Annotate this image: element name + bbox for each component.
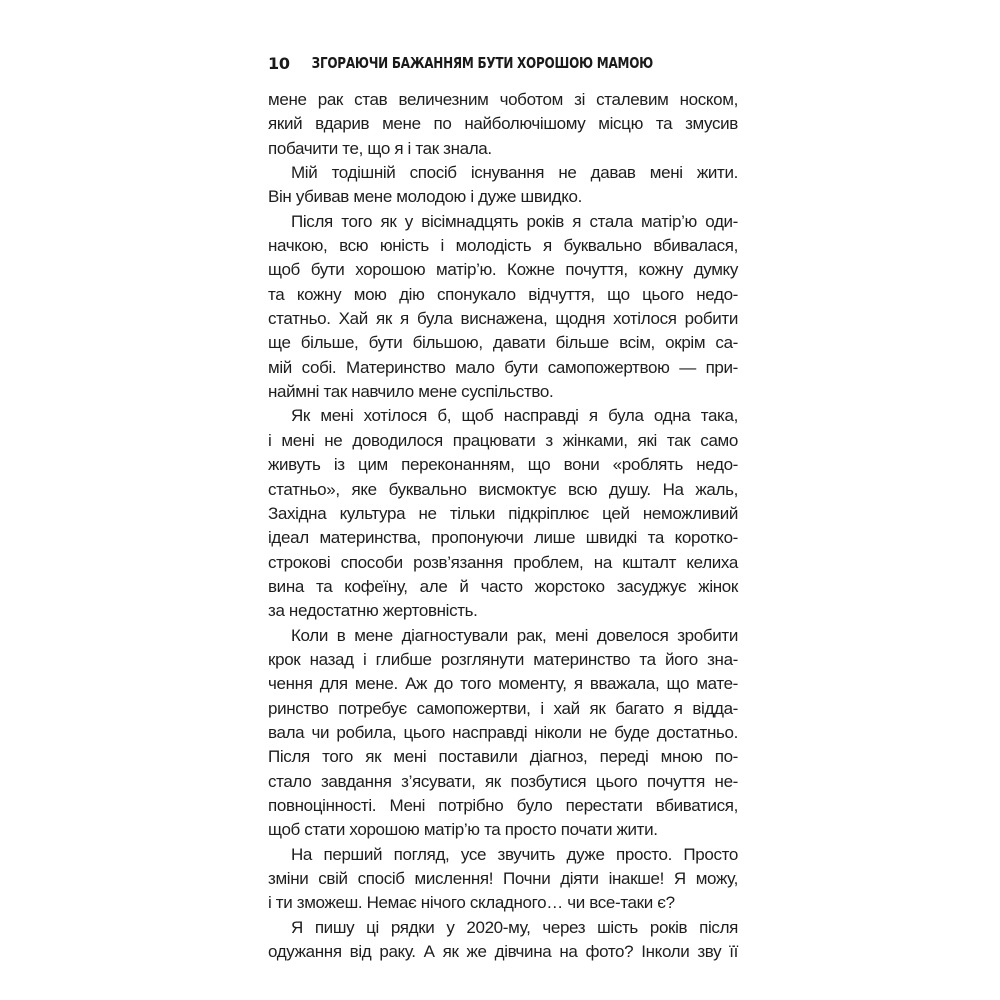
text-line: строкові способи розв’язання проблем, на кшталт келиха [268,552,738,572]
text-line: зміни свій спосіб мислення! Почни діяти інакше! Я можу, [268,869,738,888]
text-line: Після того як мені поставили діагноз, переді мною по- [268,747,738,767]
body-text [268,88,738,964]
text-line: статньо», яке буквально висмоктує всю душу. На жаль, [268,479,738,499]
text-line: і ти зможеш. Немає нічого складного… чи все-таки є? [268,893,675,913]
text-line: вина та кофеїну, але й часто жорстоко засуджує жінок [268,576,738,596]
text-line: повноцінності. Мені потрібно було перестати вбиватися, [268,795,738,815]
text-line: Я пишу ці рядки у 2020-му, через шість років після [291,917,738,937]
page-number: 10 [268,53,290,73]
text-line: вала чи робила, цього насправді ніколи не буде достатньо. [268,722,738,742]
text-line: начкою, всю юність і молодість я буквально вбивалася, [268,236,738,256]
text-line: стало завдання з’ясувати, як позбутися цього почуття не- [268,771,738,791]
text-line: ринство потребує самопожертви, і хай як багато я віддa- [268,698,738,718]
text-line: Західна культура не тільки підкріплює цей неможливий [268,503,738,523]
text-line: статньо. Хай як я була виснажена, щодня хотілося робити [268,309,738,329]
text-line: чення для мене. Аж до того моменту, я вважала, що мате- [268,674,738,694]
text-line: побачити те, що я і так знала. [268,138,492,158]
text-line: мене рак став величезним чоботом зі сталевим носком, [268,90,738,109]
text-line: мій собі. Материнство мало бути самопожертвою — при- [268,357,738,377]
text-line: Мій тодішній спосіб існування не давав мені жити. [291,163,738,183]
text-line: і мені не доводилося працювати з жінками, які так само [268,430,738,450]
running-head [268,50,653,76]
text-line: та кожну мою дію спонукало відчуття, що цього недо- [268,284,738,304]
text-line: ще більше, бути більшою, давати більше всім, окрім са- [268,333,738,353]
text-line: наймні так навчило мене суспільство. [268,382,554,402]
text-line: одужання від раку. А як же дівчина на фото? Інколи зву її [268,942,738,962]
text-line: крок назад і глибше розглянути материнство та його зна- [268,649,738,669]
text-line: ідеал материнства, пропонуючи лише швидкі та коротко- [268,528,738,548]
text-line: щоб бути хорошою матір’ю. Кожне почуття, кожну думку [268,260,738,280]
text-line: На перший погляд, усе звучить дуже просто. Просто [291,844,738,864]
text-line: який вдарив мене по найболючішому місцю та змусив [268,114,738,134]
text-line: Він убивав мене молодою і дуже швидко. [268,187,582,207]
text-line: Як мені хотілося б, щоб насправді я була одна така, [291,406,738,426]
text-line: Коли в мене діагностували рак, мені довелося зробити [291,625,738,645]
text-line: Після того як у вісімнадцять років я стала матір’ю оди- [291,211,738,231]
running-title: ЗГОРАЮЧИ БАЖАННЯМ БУТИ ХОРОШОЮ МАМОЮ [311,54,653,72]
text-line: за недостатню жертовність. [268,601,478,621]
text-line: живуть із цим переконанням, що вони «роблять недо- [268,455,738,475]
text-line: щоб стати хорошою матір’ю та просто почати жити. [268,820,658,840]
